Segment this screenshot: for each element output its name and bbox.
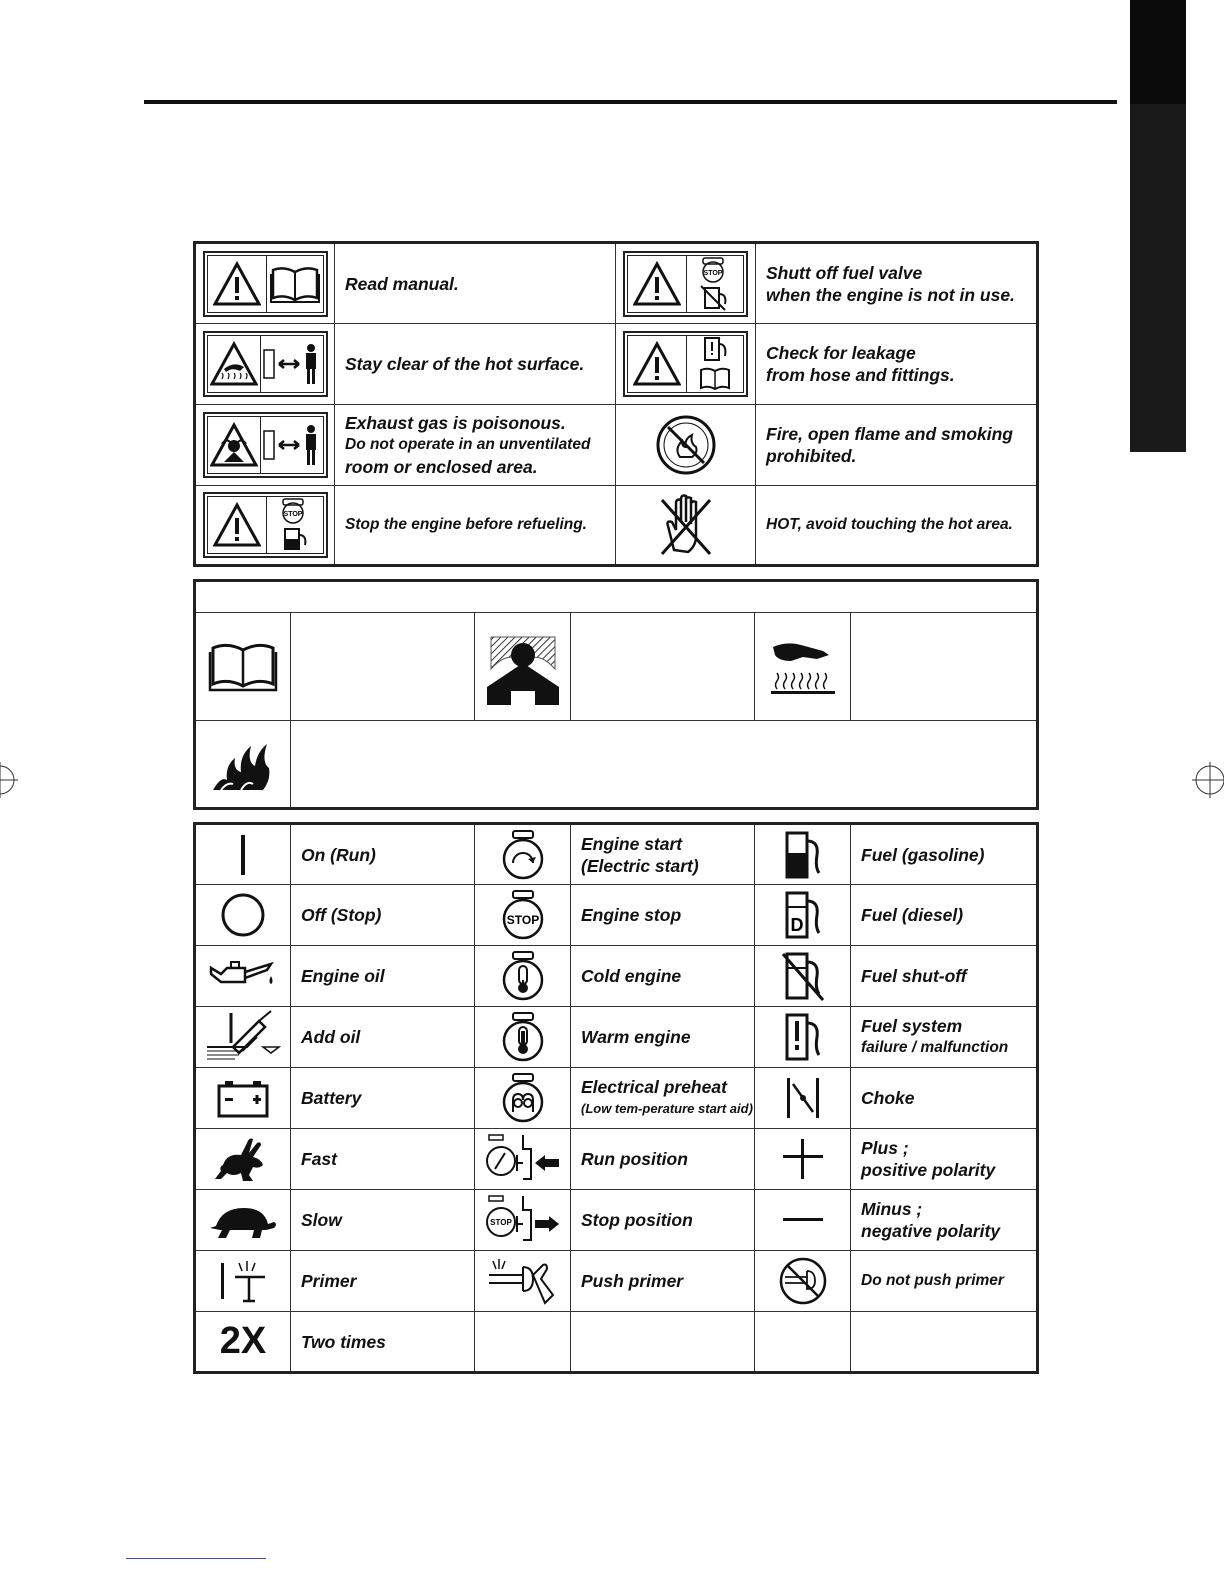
svg-text:STOP: STOP	[703, 269, 723, 277]
oil-can-icon	[207, 954, 279, 998]
registration-mark-icon	[1192, 762, 1224, 798]
book-icon	[269, 264, 321, 304]
book-icon	[207, 640, 279, 694]
stop-fuel-shutoff-icon	[695, 256, 735, 312]
fuel-leak-manual-icon	[695, 336, 735, 392]
empty-cell	[571, 613, 755, 721]
symbol-label: Add oil	[291, 1007, 475, 1068]
symbol-label: On (Run)	[291, 824, 475, 885]
symbol-label: Minus ; negative polarity	[851, 1190, 1038, 1251]
slow-turtle-icon	[208, 1200, 278, 1240]
icon-cell	[475, 1129, 571, 1190]
two-times-glyph: 2X	[219, 1320, 267, 1362]
header-cell	[195, 581, 1038, 613]
symbol-label: Fuel (gasoline)	[851, 824, 1038, 885]
hot-surface-warning-icon	[210, 341, 258, 387]
icon-cell	[195, 1007, 291, 1068]
symbol-label: Engine oil	[291, 946, 475, 1007]
toxic-fumes-icon	[487, 629, 559, 705]
hot-surface-icon	[767, 637, 839, 697]
toxic-gas-warning-icon	[210, 422, 258, 468]
table-row	[195, 1068, 1038, 1129]
decal-check-leakage	[616, 324, 756, 405]
table-header-row	[195, 581, 1038, 613]
svg-text:STOP: STOP	[283, 511, 302, 518]
table-row	[195, 1007, 1038, 1068]
on-run-icon	[223, 831, 263, 879]
page-tab-black	[1130, 0, 1186, 104]
empty-cell	[475, 1312, 571, 1373]
icon-cell	[755, 1068, 851, 1129]
symbol-label: Cold engine	[571, 946, 755, 1007]
no-fire-cell	[616, 405, 756, 486]
svg-text:STOP: STOP	[489, 1218, 512, 1227]
decal-stop-before-refuel	[195, 486, 335, 566]
warning-triangle-icon	[213, 261, 261, 307]
run-position-icon	[483, 1133, 563, 1185]
table-row	[195, 405, 1038, 486]
warning-text: HOT, avoid touching the hot area.	[756, 486, 1038, 566]
fuel-gasoline-icon	[781, 829, 825, 881]
warning-triangle-icon	[633, 341, 681, 387]
symbol-label: Fuel shut-off	[851, 946, 1038, 1007]
warning-text: Stop the engine before refueling.	[335, 486, 616, 566]
icon-cell	[195, 946, 291, 1007]
keep-distance-icon	[261, 342, 323, 386]
do-not-push-primer-icon	[777, 1255, 829, 1307]
icon-cell	[195, 721, 291, 809]
icon-cell	[195, 1068, 291, 1129]
symbol-label: Electrical preheat (Low tem-perature start aid)	[571, 1068, 755, 1129]
cold-engine-icon	[499, 950, 547, 1002]
stop-position-icon	[483, 1194, 563, 1246]
symbol-label: Warm engine	[571, 1007, 755, 1068]
icon-cell	[755, 1190, 851, 1251]
electrical-preheat-icon	[499, 1072, 547, 1124]
symbol-label: Primer	[291, 1251, 475, 1312]
no-touch-cell	[616, 486, 756, 566]
symbol-label: Push primer	[571, 1251, 755, 1312]
fire-icon	[211, 736, 275, 792]
table-row	[195, 1251, 1038, 1312]
warning-text: Check for leakage from hose and fittings.	[756, 324, 1038, 405]
icon-cell	[195, 613, 291, 721]
table-row	[195, 1312, 1038, 1373]
fuel-shutoff-icon	[779, 950, 827, 1002]
choke-icon	[781, 1074, 825, 1122]
symbol-label: Off (Stop)	[291, 885, 475, 946]
decal-hot-surface	[195, 324, 335, 405]
table-row	[195, 1190, 1038, 1251]
icon-cell	[755, 1251, 851, 1312]
icon-cell	[475, 946, 571, 1007]
hazard-pictograms-table	[193, 579, 1039, 810]
engine-start-icon	[499, 829, 547, 881]
table-row	[195, 324, 1038, 405]
symbol-label: Stop position	[571, 1190, 755, 1251]
icon-cell	[195, 1251, 291, 1312]
icon-cell	[475, 1007, 571, 1068]
table-row	[195, 946, 1038, 1007]
warning-text: Fire, open flame and smoking prohibited.	[756, 405, 1038, 486]
icon-cell	[475, 824, 571, 885]
empty-cell	[755, 1312, 851, 1373]
icon-cell	[195, 1312, 291, 1373]
symbol-label: Slow	[291, 1190, 475, 1251]
icon-cell	[755, 824, 851, 885]
warning-triangle-icon	[633, 261, 681, 307]
decal-shut-fuel-valve	[616, 243, 756, 324]
table-row	[195, 613, 1038, 721]
battery-icon	[215, 1078, 271, 1118]
symbol-label: Fuel system failure / malfunction	[851, 1007, 1038, 1068]
icon-cell	[475, 1190, 571, 1251]
page-tab-dark	[1130, 104, 1186, 452]
warning-text: Stay clear of the hot surface.	[335, 324, 616, 405]
table-row	[195, 243, 1038, 324]
header-rule	[144, 100, 1117, 104]
primer-icon	[215, 1257, 271, 1305]
icon-cell	[755, 613, 851, 721]
icon-cell	[195, 1190, 291, 1251]
symbol-label: Fuel (diesel)	[851, 885, 1038, 946]
symbols-table	[193, 822, 1039, 1374]
icon-cell	[755, 885, 851, 946]
empty-cell	[291, 613, 475, 721]
svg-text:STOP: STOP	[506, 913, 539, 927]
warning-triangle-icon	[213, 502, 261, 548]
warning-text: Read manual.	[335, 243, 616, 324]
push-primer-icon	[483, 1255, 563, 1307]
table-row	[195, 721, 1038, 809]
off-stop-icon	[219, 891, 267, 939]
fuel-system-failure-icon	[781, 1011, 825, 1063]
symbol-label: Engine stop	[571, 885, 755, 946]
registration-mark-icon	[0, 762, 18, 798]
engine-stop-icon	[499, 889, 547, 941]
do-not-touch-hand-icon	[654, 492, 718, 558]
decal-read-manual	[195, 243, 335, 324]
icon-cell	[475, 885, 571, 946]
minus-icon	[779, 1210, 827, 1230]
icon-cell	[755, 946, 851, 1007]
warning-text: Exhaust gas is poisonous. Do not operate in an unventilated room or enclosed area.	[335, 405, 616, 486]
footer-link-underline	[126, 1558, 266, 1559]
fuel-diesel-icon	[781, 889, 825, 941]
warm-engine-icon	[499, 1011, 547, 1063]
stop-refuel-icon	[275, 497, 315, 553]
warning-decals-table	[193, 241, 1039, 567]
icon-cell	[195, 1129, 291, 1190]
symbol-label: Run position	[571, 1129, 755, 1190]
plus-icon	[779, 1135, 827, 1183]
keep-distance-icon	[261, 423, 323, 467]
icon-cell	[755, 1007, 851, 1068]
warning-text: Shutt off fuel valve when the engine is not in use.	[756, 243, 1038, 324]
symbol-label: Fast	[291, 1129, 475, 1190]
decal-exhaust-gas	[195, 405, 335, 486]
empty-cell	[291, 721, 1038, 809]
symbol-label: Two times	[291, 1312, 475, 1373]
icon-cell	[195, 885, 291, 946]
no-open-flame-icon	[654, 413, 718, 477]
icon-cell	[475, 1251, 571, 1312]
symbol-label: Do not push primer	[851, 1251, 1038, 1312]
empty-cell	[571, 1312, 755, 1373]
symbol-label: Plus ; positive polarity	[851, 1129, 1038, 1190]
table-row	[195, 486, 1038, 566]
table-row	[195, 885, 1038, 946]
icon-cell	[475, 1068, 571, 1129]
symbol-label: Choke	[851, 1068, 1038, 1129]
symbol-label: Battery	[291, 1068, 475, 1129]
table-row	[195, 824, 1038, 885]
icon-cell	[195, 824, 291, 885]
icon-cell	[755, 1129, 851, 1190]
empty-cell	[851, 613, 1038, 721]
add-oil-icon	[203, 1007, 283, 1067]
icon-cell	[475, 613, 571, 721]
symbol-label: Engine start (Electric start)	[571, 824, 755, 885]
table-row	[195, 1129, 1038, 1190]
svg-text:D: D	[790, 915, 803, 935]
empty-cell	[851, 1312, 1038, 1373]
fast-rabbit-icon	[213, 1133, 273, 1185]
